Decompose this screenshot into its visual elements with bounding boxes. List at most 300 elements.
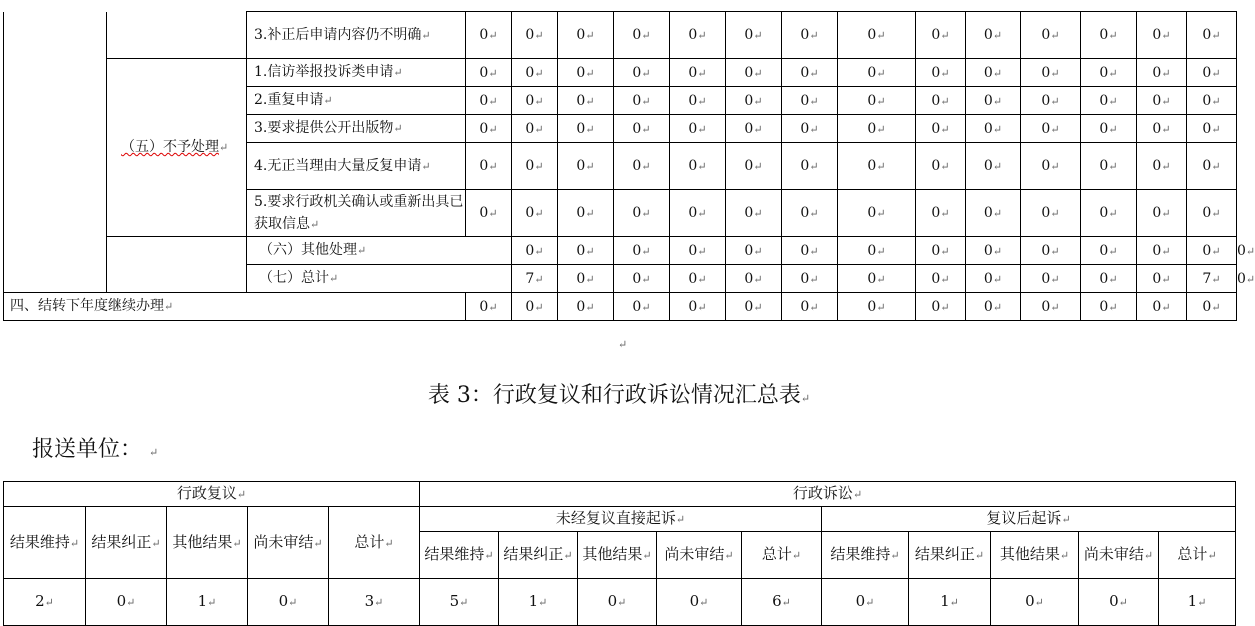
paragraph-mark: ↵ (697, 207, 707, 220)
blank-cell (107, 265, 247, 293)
value-cell-text: 0 (983, 27, 993, 43)
value-cell (558, 265, 614, 293)
litigation-header-text: 结果纠正 (503, 545, 564, 563)
paragraph-mark: ↵ (1211, 160, 1221, 173)
paragraph-mark: ↵ (940, 244, 950, 258)
item-label (247, 12, 466, 59)
paragraph-mark: ↵ (1050, 29, 1060, 42)
value-cell-text: 0 (479, 120, 489, 137)
value-cell (782, 87, 838, 115)
value-cell (1187, 293, 1237, 321)
value-cell (726, 265, 782, 293)
summary-value-text: 0 (1025, 592, 1035, 610)
value-cell (782, 115, 838, 143)
value-cell (614, 190, 670, 237)
value-cell-text: 0 (983, 92, 993, 109)
litigation-header-cell (1159, 532, 1236, 579)
value-cell-text: 0 (1202, 92, 1212, 109)
value-cell (558, 190, 614, 237)
paragraph-mark: ↵ (585, 244, 595, 258)
value-cell-text: 0 (931, 120, 941, 137)
value-cell-text: 0 (867, 158, 877, 174)
value-cell (670, 143, 726, 190)
paragraph-mark: ↵ (393, 122, 403, 135)
paragraph-mark: ↵ (992, 300, 1003, 314)
paragraph-mark: ↵ (1161, 160, 1171, 173)
item-label-text: 2.重复申请 (254, 92, 324, 108)
value-cell-text: 0 (800, 64, 810, 81)
table-row (4, 265, 1237, 293)
summary-value-text: 0 (1109, 592, 1119, 610)
value-cell (1187, 87, 1237, 115)
value-cell-text: 0 (867, 64, 877, 81)
value-cell-text: 0 (1202, 242, 1212, 259)
review-header-text: 其他结果 (172, 532, 233, 551)
summary-value-text: 2 (35, 592, 45, 610)
litigation-header-text: 结果维持 (424, 545, 485, 563)
litigation-header-cell (742, 532, 822, 579)
summary-value-text: 1 (1187, 592, 1198, 610)
paragraph-mark: ↵ (1050, 160, 1060, 173)
value-cell (726, 143, 782, 190)
value-cell (512, 265, 558, 293)
paragraph-mark: ↵ (618, 338, 628, 351)
value-cell (466, 293, 512, 321)
value-cell-text: 0 (983, 270, 993, 287)
paragraph-mark: ↵ (1108, 207, 1118, 220)
value-cell-text: 0 (525, 205, 535, 221)
item-label (247, 115, 466, 143)
value-cell-text: 0 (800, 298, 810, 315)
value-cell-text: 0 (744, 27, 754, 43)
summary-value-cell (86, 579, 167, 626)
paragraph-mark: ↵ (374, 596, 384, 609)
paragraph-mark: ↵ (940, 207, 950, 220)
paragraph-mark: ↵ (44, 596, 54, 609)
value-cell (1187, 59, 1237, 87)
value-cell (1081, 293, 1137, 321)
paragraph-mark: ↵ (809, 29, 819, 42)
paragraph-mark: ↵ (1108, 29, 1118, 42)
item-label (247, 190, 466, 237)
paragraph-mark: ↵ (809, 244, 819, 258)
value-cell (1081, 190, 1137, 237)
litigation-header-text: 总计 (1177, 545, 1208, 563)
item-label-text: 5.要求行政机关确认或重新出具已获取信息 (254, 193, 464, 232)
summary-value-cell (4, 579, 86, 626)
value-cell-text: 0 (688, 158, 698, 174)
value-cell-text: 0 (688, 242, 698, 259)
paragraph-mark: ↵ (1108, 94, 1118, 108)
litigation-header-text: 其他结果 (999, 545, 1060, 563)
disclosure-stats-table (3, 11, 1255, 321)
value-cell (966, 87, 1021, 115)
paragraph-mark: ↵ (865, 596, 875, 609)
value-cell (558, 293, 614, 321)
value-cell (670, 237, 726, 265)
summary-value-text: 0 (607, 592, 618, 610)
litigation-header-text: 尚未审结 (664, 545, 725, 563)
paragraph-mark: ↵ (992, 244, 1003, 258)
review-header-cell (248, 507, 329, 579)
paragraph-mark: ↵ (585, 29, 595, 42)
value-cell (1137, 143, 1187, 190)
value-cell-text: 0 (1041, 298, 1051, 315)
value-cell (838, 59, 916, 87)
blank-cell (4, 12, 107, 293)
paragraph-mark: ↵ (1245, 244, 1255, 258)
paragraph-mark: ↵ (1211, 29, 1221, 42)
value-cell-text: 0 (744, 64, 754, 81)
paragraph-mark: ↵ (585, 272, 595, 286)
value-cell (466, 12, 512, 59)
value-cell-text: 0 (1237, 270, 1246, 287)
paragraph-mark: ↵ (641, 160, 651, 173)
value-cell-text: 0 (983, 242, 993, 259)
summary-value-cell (1159, 579, 1236, 626)
paragraph-mark: ↵ (642, 549, 652, 562)
value-cell (1081, 115, 1137, 143)
paragraph-mark: ↵ (876, 29, 886, 42)
value-cell-text: 0 (576, 120, 586, 137)
value-cell-text: 0 (1041, 158, 1051, 174)
value-cell (726, 237, 782, 265)
litigation-header-cell (822, 532, 909, 579)
paragraph-mark: ↵ (1211, 94, 1221, 108)
blank-cell (107, 12, 247, 59)
value-cell-text: 0 (800, 242, 810, 259)
paragraph-mark: ↵ (876, 300, 886, 314)
paragraph-mark: ↵ (534, 244, 544, 258)
paragraph-mark: ↵ (585, 160, 595, 173)
value-cell-text: 7 (525, 270, 535, 287)
value-cell-text: 0 (1202, 158, 1212, 174)
value-cell-text: 0 (1152, 158, 1162, 174)
paragraph-mark: ↵ (641, 300, 651, 314)
value-cell-text: 0 (576, 27, 586, 43)
paragraph-mark: ↵ (1050, 94, 1060, 108)
paragraph-mark: ↵ (753, 160, 763, 173)
value-cell-text: 0 (867, 92, 877, 109)
value-cell (1021, 190, 1081, 237)
value-cell-text: 0 (931, 27, 941, 43)
paragraph-mark: ↵ (1211, 272, 1221, 286)
value-cell (782, 59, 838, 87)
litigation-header-text: 其他结果 (582, 545, 643, 563)
value-cell (966, 265, 1021, 293)
paragraph-mark: ↵ (940, 272, 950, 286)
paragraph-mark: ↵ (1161, 207, 1171, 220)
paragraph-mark: ↵ (876, 122, 886, 136)
value-cell (966, 293, 1021, 321)
litigation-header-text: 结果维持 (830, 545, 891, 563)
paragraph-mark: ↵ (1211, 244, 1221, 258)
paragraph-mark: ↵ (1050, 207, 1060, 220)
paragraph-mark: ↵ (697, 66, 707, 80)
paragraph-mark: ↵ (1034, 596, 1044, 609)
paragraph-mark: ↵ (421, 159, 431, 173)
paragraph-mark: ↵ (534, 300, 544, 314)
litigation-header-cell (499, 532, 578, 579)
value-cell-text: 0 (688, 270, 698, 287)
review-header-text: 总计 (354, 532, 385, 551)
value-cell (916, 143, 966, 190)
value-cell (782, 265, 838, 293)
paragraph-mark: ↵ (1211, 66, 1221, 80)
paragraph-mark: ↵ (699, 596, 709, 609)
value-cell-text: 0 (688, 120, 698, 137)
value-cell (1021, 237, 1081, 265)
item-label-text: 3.要求提供公开出版物 (254, 120, 394, 136)
paragraph-mark: ↵ (1108, 122, 1118, 136)
value-cell-text: 0 (800, 270, 810, 287)
paragraph-mark: ↵ (876, 207, 886, 220)
litigation-header-cell (578, 532, 657, 579)
paragraph-mark: ↵ (940, 66, 950, 80)
item-label-text: 3.补正后申请内容仍不明确 (254, 26, 422, 43)
row-label-text: （六）其他处理 (259, 242, 357, 258)
paragraph-mark: ↵ (585, 300, 595, 314)
paragraph-mark: ↵ (753, 300, 763, 314)
value-cell-text: 0 (983, 120, 993, 137)
paragraph-mark: ↵ (1245, 272, 1255, 286)
value-cell (466, 190, 512, 237)
value-cell (916, 12, 966, 59)
paragraph-mark: ↵ (1050, 66, 1060, 80)
value-cell (1187, 12, 1237, 59)
paragraph-mark: ↵ (641, 207, 651, 220)
value-cell-text: 0 (688, 92, 698, 109)
group-label (107, 59, 247, 237)
value-cell (614, 115, 670, 143)
value-cell (1137, 190, 1187, 237)
value-cell-text: 0 (744, 270, 754, 287)
paragraph-mark: ↵ (219, 141, 229, 154)
paragraph-mark: ↵ (1161, 66, 1171, 80)
value-cell-text: 0 (1099, 64, 1109, 81)
paragraph-mark: ↵ (992, 272, 1003, 286)
value-cell-text: 0 (525, 158, 535, 174)
review-header-cell (86, 507, 167, 579)
value-cell (838, 12, 916, 59)
paragraph-mark: ↵ (1161, 122, 1171, 136)
paragraph-mark: ↵ (534, 160, 544, 173)
item-label-text: 4.无正当理由大量反复申请 (254, 157, 422, 174)
item-label-text: 1.信访举报投诉类申请 (254, 64, 394, 80)
value-cell (1137, 115, 1187, 143)
value-cell (558, 115, 614, 143)
value-cell-text: 0 (1152, 270, 1162, 287)
value-cell (1187, 237, 1237, 265)
paragraph-mark: ↵ (585, 122, 595, 136)
paragraph-mark: ↵ (697, 94, 707, 108)
summary-value-text: 1 (528, 592, 539, 610)
paragraph-mark: ↵ (697, 29, 707, 42)
paragraph-mark: ↵ (753, 29, 763, 42)
paragraph-mark: ↵ (459, 596, 469, 609)
paragraph-mark: ↵ (585, 207, 595, 220)
paragraph-mark: ↵ (585, 94, 595, 108)
summary-value-text: 6 (772, 592, 782, 610)
value-cell (614, 237, 670, 265)
value-cell-text: 0 (632, 27, 642, 43)
value-cell-text: 0 (576, 270, 586, 287)
value-cell (614, 293, 670, 321)
value-cell-text: 0 (1202, 205, 1212, 221)
value-cell-text: 0 (983, 158, 993, 174)
value-cell (1021, 265, 1081, 293)
value-cell (512, 237, 558, 265)
value-cell (1137, 87, 1187, 115)
value-cell (512, 190, 558, 237)
value-cell-text: 0 (525, 242, 535, 259)
value-cell (558, 143, 614, 190)
value-cell-text: 0 (1099, 92, 1109, 109)
paragraph-mark: ↵ (992, 66, 1003, 80)
paragraph-mark: ↵ (641, 272, 651, 286)
value-cell-text: 0 (632, 64, 642, 81)
review-header-text: 尚未审结 (253, 532, 314, 551)
summary-value-cell (499, 579, 578, 626)
value-cell (466, 143, 512, 190)
value-cell (1021, 143, 1081, 190)
value-cell (966, 59, 1021, 87)
value-cell-text: 0 (1041, 270, 1051, 287)
value-cell (1081, 265, 1137, 293)
value-cell (726, 190, 782, 237)
paragraph-mark: ↵ (534, 272, 544, 286)
review-header-text: 结果纠正 (91, 532, 152, 551)
value-cell-text: 0 (1202, 64, 1212, 81)
litigation-header-cell (420, 532, 499, 579)
value-cell-text: 0 (576, 298, 586, 315)
value-cell (512, 87, 558, 115)
paragraph-mark: ↵ (1207, 549, 1217, 562)
paragraph-mark: ↵ (1211, 207, 1221, 220)
paragraph-mark: ↵ (1211, 122, 1221, 136)
value-cell (1137, 265, 1187, 293)
paragraph-mark: ↵ (164, 300, 174, 313)
paragraph-mark: ↵ (809, 160, 819, 173)
value-cell-text: 0 (1041, 120, 1051, 137)
paragraph-mark: ↵ (641, 94, 651, 108)
value-cell (1187, 115, 1237, 143)
paragraph-mark: ↵ (393, 66, 403, 79)
row-label (4, 293, 466, 321)
paragraph-mark: ↵ (992, 122, 1003, 136)
value-cell (1021, 59, 1081, 87)
summary-value-cell (822, 579, 909, 626)
review-header-cell (4, 507, 86, 579)
paragraph-mark: ↵ (809, 66, 819, 80)
table3-caption: 表 3：行政复议和行政诉讼情况汇总表↵ (427, 383, 811, 408)
value-cell-text: 0 (632, 270, 642, 287)
paragraph-mark: ↵ (753, 272, 763, 286)
paragraph-mark: ↵ (1108, 244, 1118, 258)
row-label (247, 237, 512, 265)
value-cell-text: 0 (931, 158, 941, 174)
value-cell (838, 143, 916, 190)
paragraph-mark: ↵ (1050, 300, 1060, 314)
value-cell (966, 12, 1021, 59)
paragraph-mark: ↵ (890, 549, 900, 562)
value-cell (782, 293, 838, 321)
value-cell-text: 0 (931, 242, 941, 259)
paragraph-mark: ↵ (585, 66, 595, 80)
value-cell (1137, 59, 1187, 87)
summary-value-text: 1 (197, 592, 208, 610)
review-header-cell (167, 507, 248, 579)
paragraph-mark: ↵ (1108, 160, 1118, 173)
paragraph-mark: ↵ (1161, 29, 1171, 42)
paragraph-mark: ↵ (697, 300, 707, 314)
paragraph-mark: ↵ (538, 596, 548, 609)
paragraph-mark: ↵ (488, 300, 498, 314)
value-cell (558, 12, 614, 59)
value-cell (966, 115, 1021, 143)
paragraph-mark: ↵ (323, 94, 333, 107)
value-cell-text: 0 (1202, 27, 1212, 43)
litigation-header-cell (909, 532, 991, 579)
summary-value-cell (248, 579, 329, 626)
paragraph-mark: ↵ (753, 244, 763, 258)
summary-value-cell (909, 579, 991, 626)
value-cell (966, 143, 1021, 190)
value-cell (670, 265, 726, 293)
value-cell-text: 0 (744, 120, 754, 137)
blank-cell (107, 237, 247, 265)
value-cell-text: 0 (800, 158, 810, 174)
value-cell-text: 0 (983, 64, 993, 81)
paragraph-mark: ↵ (876, 272, 886, 286)
value-cell-text: 0 (1152, 242, 1162, 259)
paragraph-mark: ↵ (329, 272, 339, 285)
value-cell-text: 0 (1041, 27, 1051, 43)
paragraph-mark: ↵ (1108, 272, 1118, 286)
value-cell (512, 293, 558, 321)
paragraph-mark: ↵ (126, 596, 136, 609)
paragraph-mark: ↵ (697, 160, 707, 173)
summary-value-text: 0 (116, 592, 127, 610)
value-cell-text: 0 (1099, 27, 1109, 43)
summary-value-cell (167, 579, 248, 626)
value-cell (966, 190, 1021, 237)
value-cell (916, 265, 966, 293)
paragraph-mark: ↵ (724, 549, 734, 562)
value-cell (670, 87, 726, 115)
litigation-header-text: 总计 (761, 545, 792, 563)
header-direct-suit-text: 未经复议直接起诉 (555, 509, 676, 527)
header-litigation: 行政诉讼↵ (420, 482, 1236, 507)
value-cell (466, 115, 512, 143)
value-cell (1021, 87, 1081, 115)
value-cell (838, 265, 916, 293)
paragraph-mark: ↵ (1161, 300, 1171, 314)
review-header-text: 结果维持 (9, 532, 70, 551)
item-label (247, 143, 466, 190)
value-cell-text: 0 (576, 92, 586, 109)
value-cell-text: 0 (867, 242, 877, 259)
value-cell (1187, 265, 1237, 293)
value-cell (512, 143, 558, 190)
paragraph-mark: ↵ (781, 596, 791, 609)
table-row (4, 293, 1237, 321)
review-header-cell (329, 507, 420, 579)
value-cell-text: 0 (867, 298, 877, 315)
paragraph-mark: ↵ (992, 207, 1003, 220)
value-cell-text: 0 (1237, 242, 1246, 259)
summary-value-text: 0 (689, 592, 700, 610)
